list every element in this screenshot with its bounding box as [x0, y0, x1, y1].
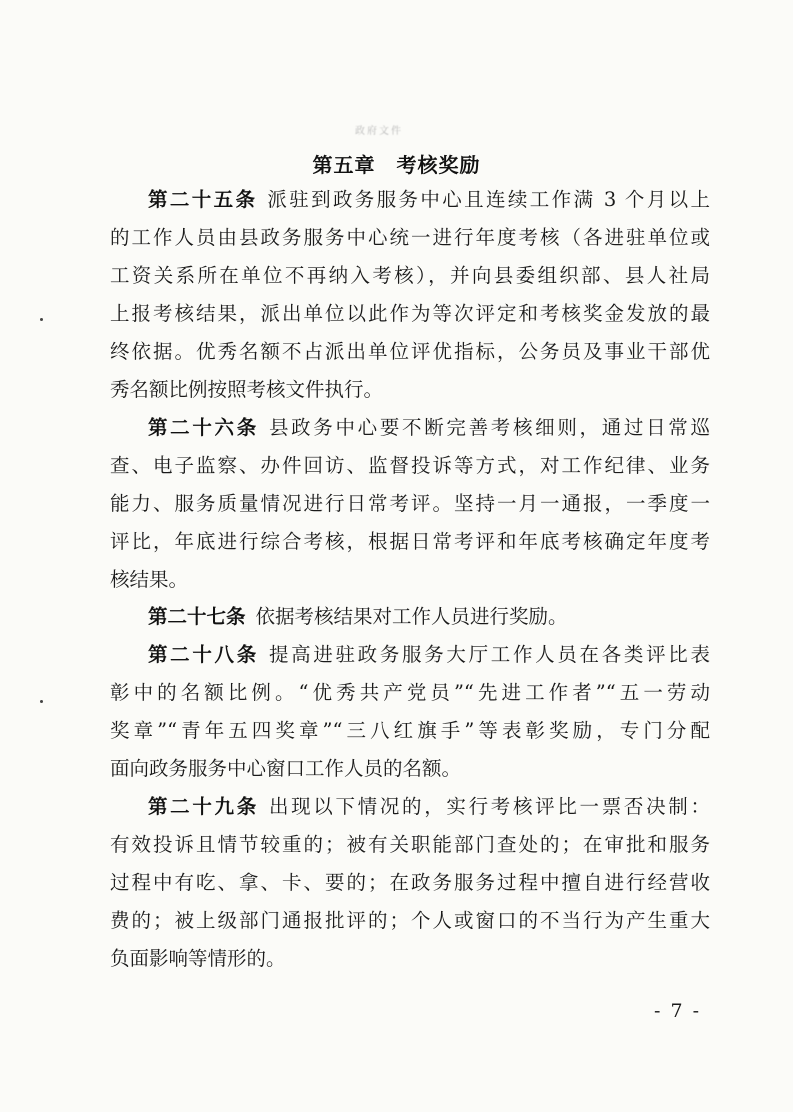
article-line	[148, 599, 710, 635]
article-line: 负面影响等情形的。	[110, 947, 286, 970]
article-text: 派驻到政务服务中心且连续工作满 3 个月以上	[267, 188, 710, 211]
article-line: 奖章”“青年五四奖章”“三八红旗手”等表彰奖励，专门分配	[110, 719, 710, 742]
chapter-title: 第五章 考核奖励	[312, 153, 481, 177]
article-line: 有效投诉且情节较重的；被有关职能部门查处的；在审批和服务	[110, 833, 710, 856]
article-text: 提高进驻政务服务大厅工作人员在各类评比表	[268, 643, 710, 666]
page-number: - 7 -	[653, 1000, 701, 1022]
article-line: 评比，年底进行综合考核，根据日常考评和年底考核确定年度考	[110, 530, 710, 553]
article-line: 能力、服务质量情况进行日常考评。坚持一月一通报，一季度一	[110, 492, 710, 515]
margin-dot-1	[40, 318, 43, 321]
article-line: 彰中的名额比例。“优秀共产党员”“先进工作者”“五一劳动	[110, 681, 710, 704]
article-number: 第二十七条	[148, 605, 246, 628]
article-text: 依据考核结果对工作人员进行奖励。	[255, 605, 568, 628]
article-text: 出现以下情况的，实行考核评比一票否决制：	[268, 795, 710, 818]
article-number: 第二十九条	[148, 795, 259, 818]
article-line: 面向政务服务中心窗口工作人员的名额。	[110, 757, 462, 780]
article-line	[148, 182, 710, 218]
article-line: 核结果。	[110, 568, 189, 591]
faded-header-mark: 政府文件	[355, 126, 403, 136]
article-line: 终依据。优秀名额不占派出单位评优指标，公务员及事业干部优	[110, 340, 710, 363]
article-line	[148, 637, 710, 673]
article-line: 秀名额比例按照考核文件执行。	[110, 378, 384, 401]
article-number: 第二十八条	[148, 643, 259, 666]
article-line: 上报考核结果，派出单位以此作为等次评定和考核奖金发放的最	[110, 302, 710, 325]
article-text: 县政务中心要不断完善考核细则，通过日常巡	[268, 416, 710, 439]
article-line	[148, 410, 710, 446]
article-line: 费的；被上级部门通报批评的；个人或窗口的不当行为产生重大	[110, 909, 710, 932]
article-line: 工资关系所在单位不再纳入考核），并向县委组织部、县人社局	[110, 264, 710, 287]
article-line: 查、电子监察、办件回访、监督投诉等方式，对工作纪律、业务	[110, 454, 710, 477]
margin-dot-2	[40, 700, 43, 703]
article-line: 的工作人员由县政务服务中心统一进行年度考核（各进驻单位或	[110, 226, 710, 249]
article-number: 第二十六条	[148, 416, 259, 439]
article-number: 第二十五条	[148, 188, 258, 211]
article-line	[148, 789, 710, 825]
article-line: 过程中有吃、拿、卡、要的；在政务服务过程中擅自进行经营收	[110, 871, 710, 894]
